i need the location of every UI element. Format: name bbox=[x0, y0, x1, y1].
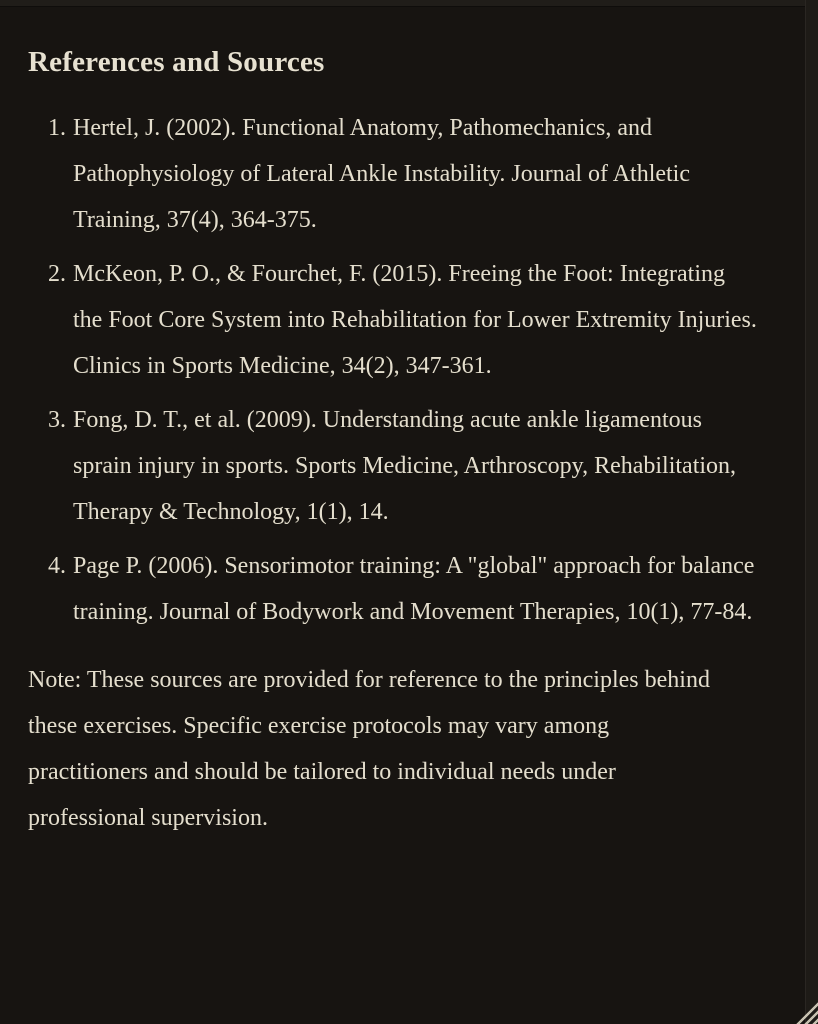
reference-text: Fong, D. T., et al. (2009). Understanding acute ankle ligamentous sprain injury in sports. Sports Medicine, Arthroscopy, Rehabilitation, Therapy & Technology, 1(1), 14. bbox=[73, 407, 737, 526]
reference-number: 4. bbox=[48, 553, 66, 580]
section-title: References and Sources bbox=[28, 46, 325, 78]
reference-number: 2. bbox=[48, 261, 66, 288]
reference-number: 1. bbox=[48, 115, 66, 142]
reference-number: 3. bbox=[48, 407, 66, 434]
reference-text: McKeon, P. O., & Fourchet, F. (2015). Freeing the Foot: Integrating the Foot Core System into Rehabilitation for Lower Extremity Injuries. Clinics in Sports Medicine, 34(2), 347-361. bbox=[73, 261, 757, 380]
references-list bbox=[28, 105, 760, 635]
top-divider bbox=[0, 0, 818, 7]
references-section bbox=[0, 7, 805, 841]
scrollbar-gutter bbox=[805, 0, 818, 1024]
reference-item bbox=[28, 543, 760, 635]
reference-text: Hertel, J. (2002). Functional Anatomy, Pathomechanics, and Pathophysiology of Lateral Ankle Instability. Journal of Athletic Training, 37(4), 364-375. bbox=[73, 115, 691, 234]
reference-item bbox=[28, 397, 760, 535]
reference-item bbox=[28, 105, 760, 243]
note-text: Note: These sources are provided for reference to the principles behind these exercises. Specific exercise protocols may vary among practitioners and should be tailored to individual needs under professional supervision. bbox=[28, 667, 710, 832]
reference-text: Page P. (2006). Sensorimotor training: A "global" approach for balance training. Journal of Bodywork and Movement Therapies, 10(1), 77-84. bbox=[73, 553, 755, 626]
reference-item bbox=[28, 251, 760, 389]
